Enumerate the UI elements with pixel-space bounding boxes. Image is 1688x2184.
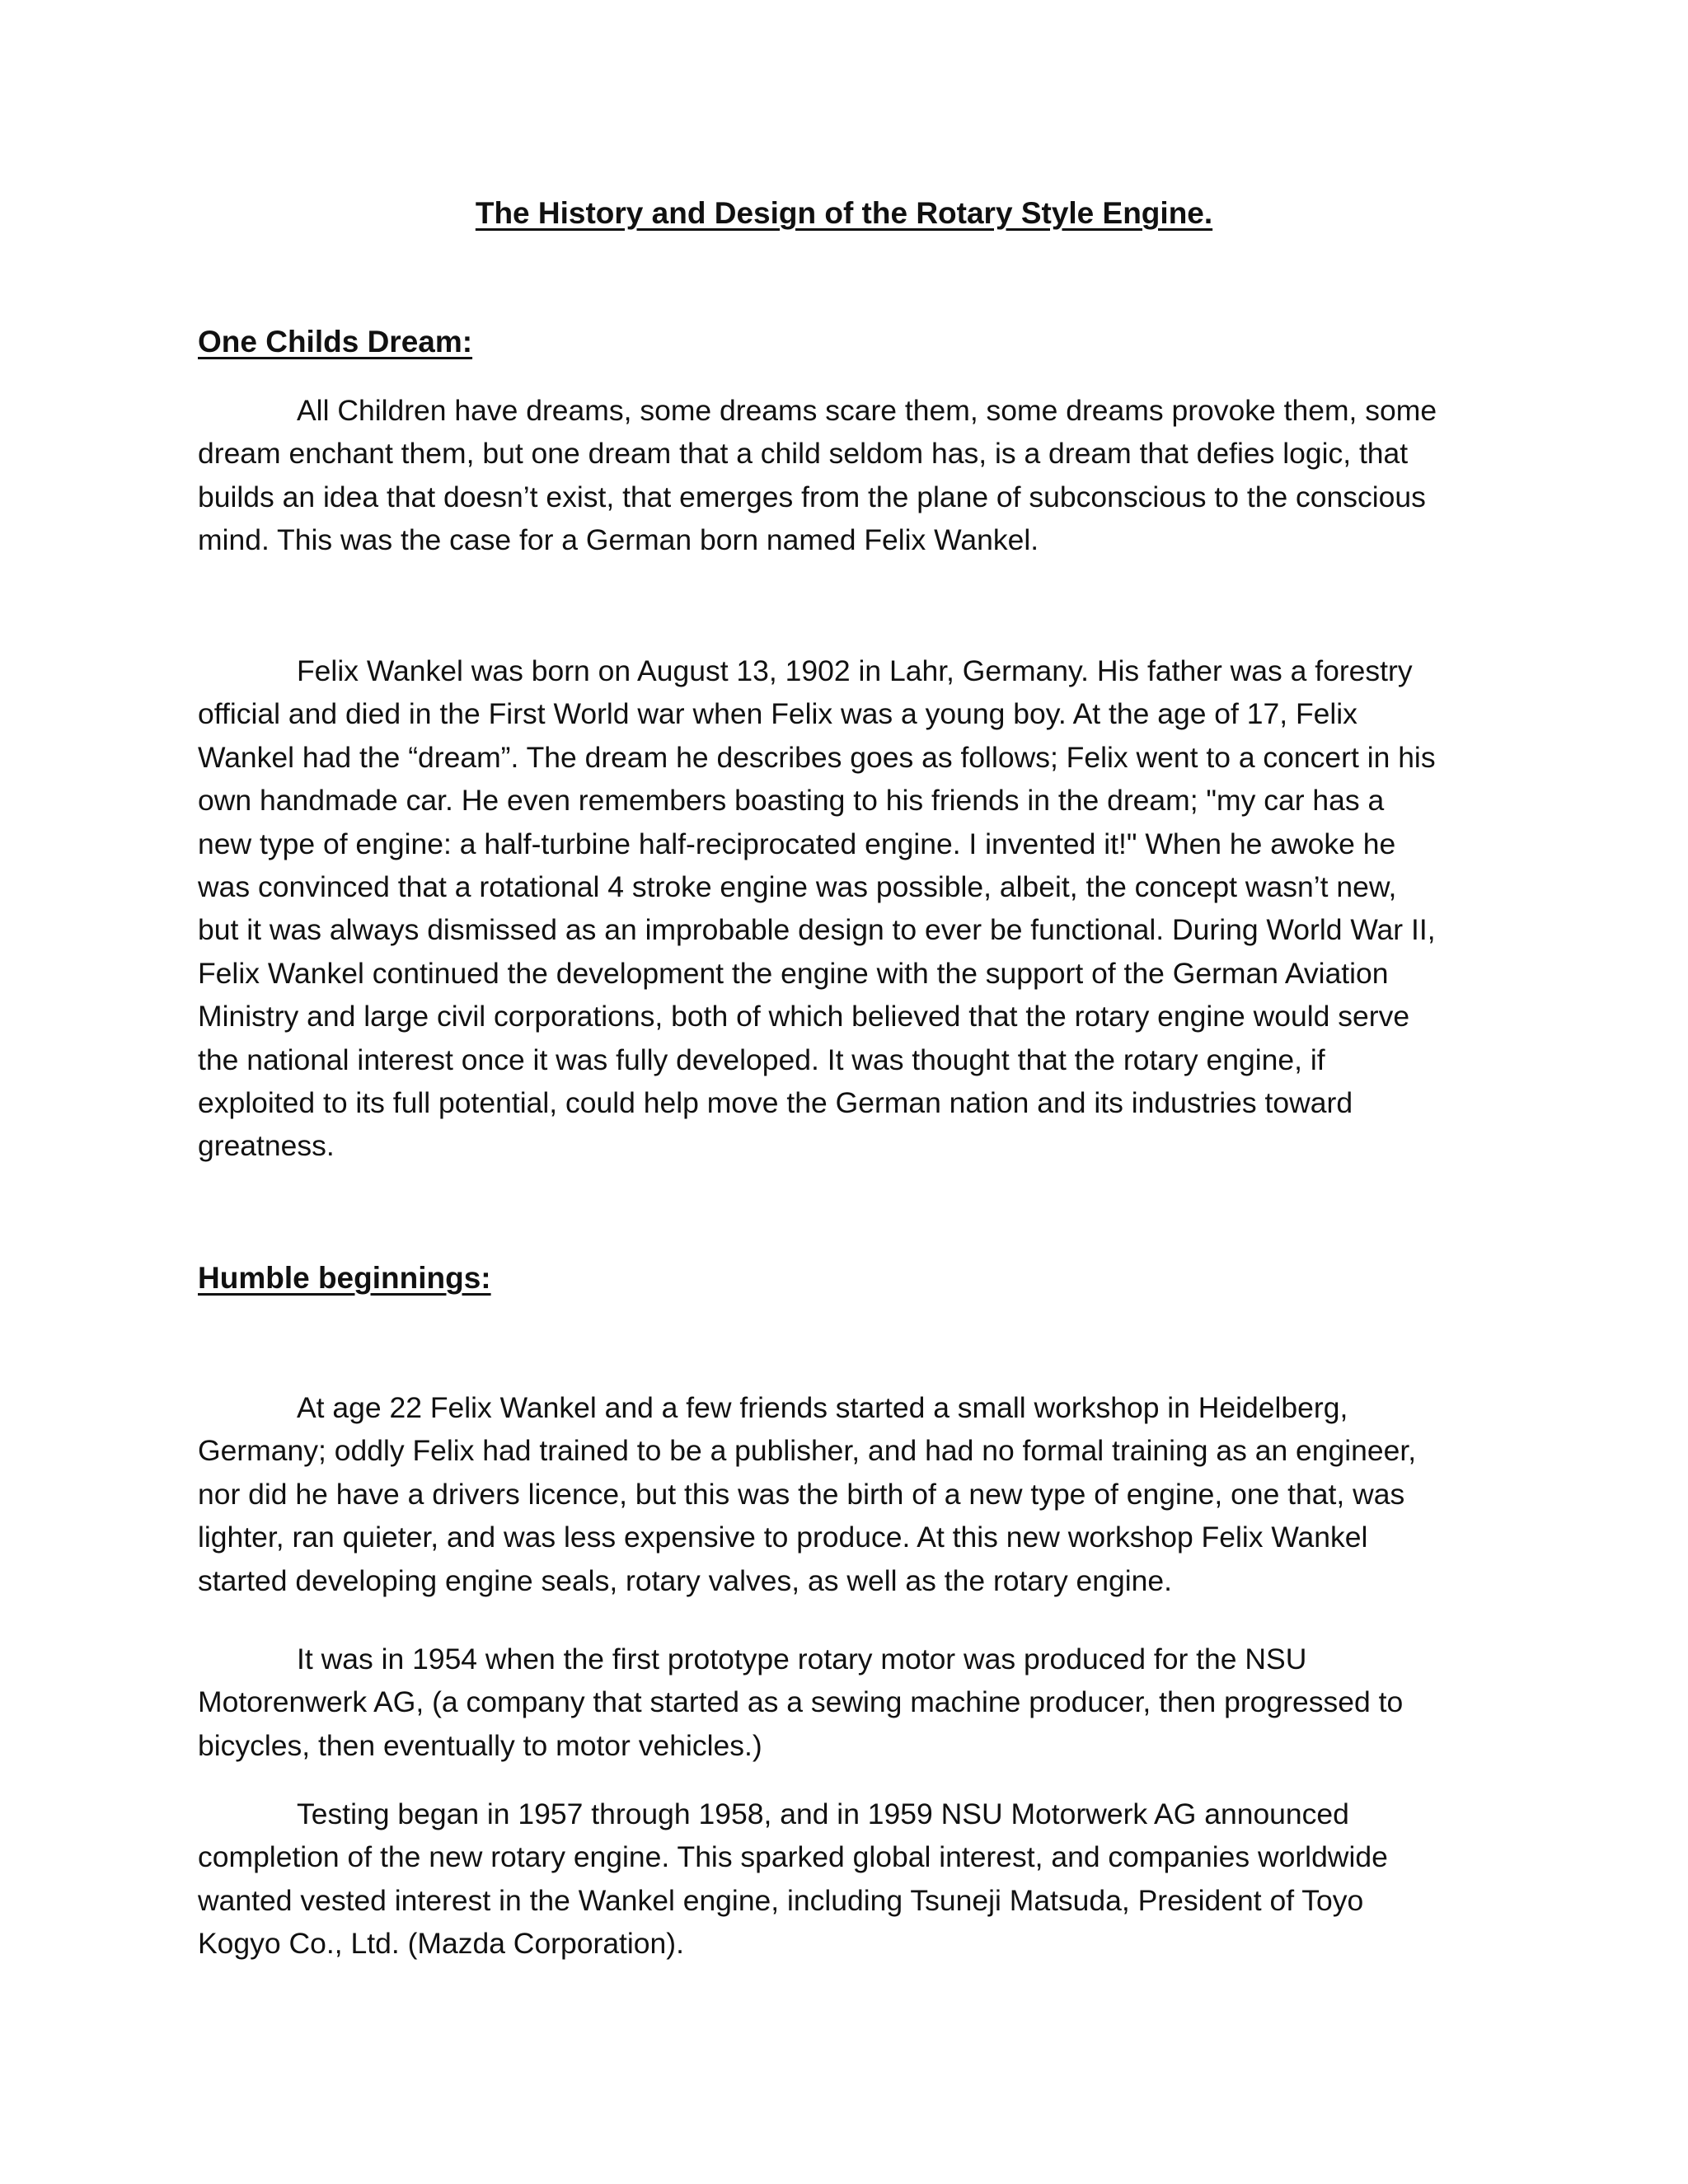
text-line: but it was always dismissed as an improbable design to ever be functional. During World War II, <box>198 913 1436 947</box>
text-line: At age 22 Felix Wankel and a few friends started a small workshop in Heidelberg, <box>297 1391 1348 1424</box>
text-line: mind. This was the case for a German born named Felix Wankel. <box>198 523 1039 557</box>
paragraph <box>198 649 1492 1168</box>
paragraph <box>198 389 1492 562</box>
text-line: All Children have dreams, some dreams scare them, some dreams provoke them, some <box>297 394 1437 427</box>
text-line: Kogyo Co., Ltd. (Mazda Corporation). <box>198 1927 684 1961</box>
section-heading-one-childs-dream: One Childs Dream: <box>198 325 473 359</box>
paragraph <box>198 1793 1492 1966</box>
document-title: The History and Design of the Rotary Style Engine. <box>475 196 1213 230</box>
text-line: new type of engine: a half-turbine half-reciprocated engine. I invented it!" When he awoke he <box>198 827 1396 860</box>
paragraph <box>198 1386 1492 1602</box>
text-line: builds an idea that doesn’t exist, that emerges from the plane of subconscious to the conscious <box>198 480 1426 513</box>
text-line: dream enchant them, but one dream that a child seldom has, is a dream that defies logic, that <box>198 437 1409 471</box>
text-line: completion of the new rotary engine. This sparked global interest, and companies worldwide <box>198 1840 1388 1874</box>
section-heading-humble-beginnings: Humble beginnings: <box>198 1261 491 1295</box>
text-line: Ministry and large civil corporations, both of which believed that the rotary engine would serve <box>198 1000 1410 1033</box>
text-line: the national interest once it was fully developed. It was thought that the rotary engine, if <box>198 1043 1325 1076</box>
text-line: bicycles, then eventually to motor vehicles.) <box>198 1728 762 1762</box>
text-line: Wankel had the “dream”. The dream he describes goes as follows; Felix went to a concert in his <box>198 740 1436 774</box>
text-line: Germany; oddly Felix had trained to be a publisher, and had no formal training as an engineer, <box>198 1434 1417 1468</box>
text-line: Felix Wankel continued the development the engine with the support of the German Aviation <box>198 956 1389 990</box>
text-line: wanted vested interest in the Wankel engine, including Tsuneji Matsuda, President of Toyo <box>198 1883 1364 1917</box>
text-line: lighter, ran quieter, and was less expensive to produce. At this new workshop Felix Wankel <box>198 1521 1368 1554</box>
text-line: exploited to its full potential, could help move the German nation and its industries toward <box>198 1086 1353 1120</box>
text-line: It was in 1954 when the first prototype rotary motor was produced for the NSU <box>297 1643 1307 1675</box>
paragraph <box>198 1638 1492 1767</box>
text-line: nor did he have a drivers licence, but this was the birth of a new type of engine, one that, was <box>198 1477 1405 1511</box>
text-line: Felix Wankel was born on August 13, 1902 in Lahr, Germany. His father was a forestry <box>297 654 1413 687</box>
text-line: Motorenwerk AG, (a company that started as a sewing machine producer, then progressed to <box>198 1685 1404 1719</box>
text-line: Testing began in 1957 through 1958, and in 1959 NSU Motorwerk AG announced <box>297 1797 1349 1830</box>
text-line: started developing engine seals, rotary valves, as well as the rotary engine. <box>198 1563 1173 1597</box>
text-line: own handmade car. He even remembers boasting to his friends in the dream; "my car has a <box>198 784 1385 818</box>
text-line: greatness. <box>198 1129 335 1163</box>
text-line: official and died in the First World war when Felix was a young boy. At the age of 17, Felix <box>198 697 1357 731</box>
text-line: was convinced that a rotational 4 stroke engine was possible, albeit, the concept wasn’t new, <box>198 870 1397 904</box>
